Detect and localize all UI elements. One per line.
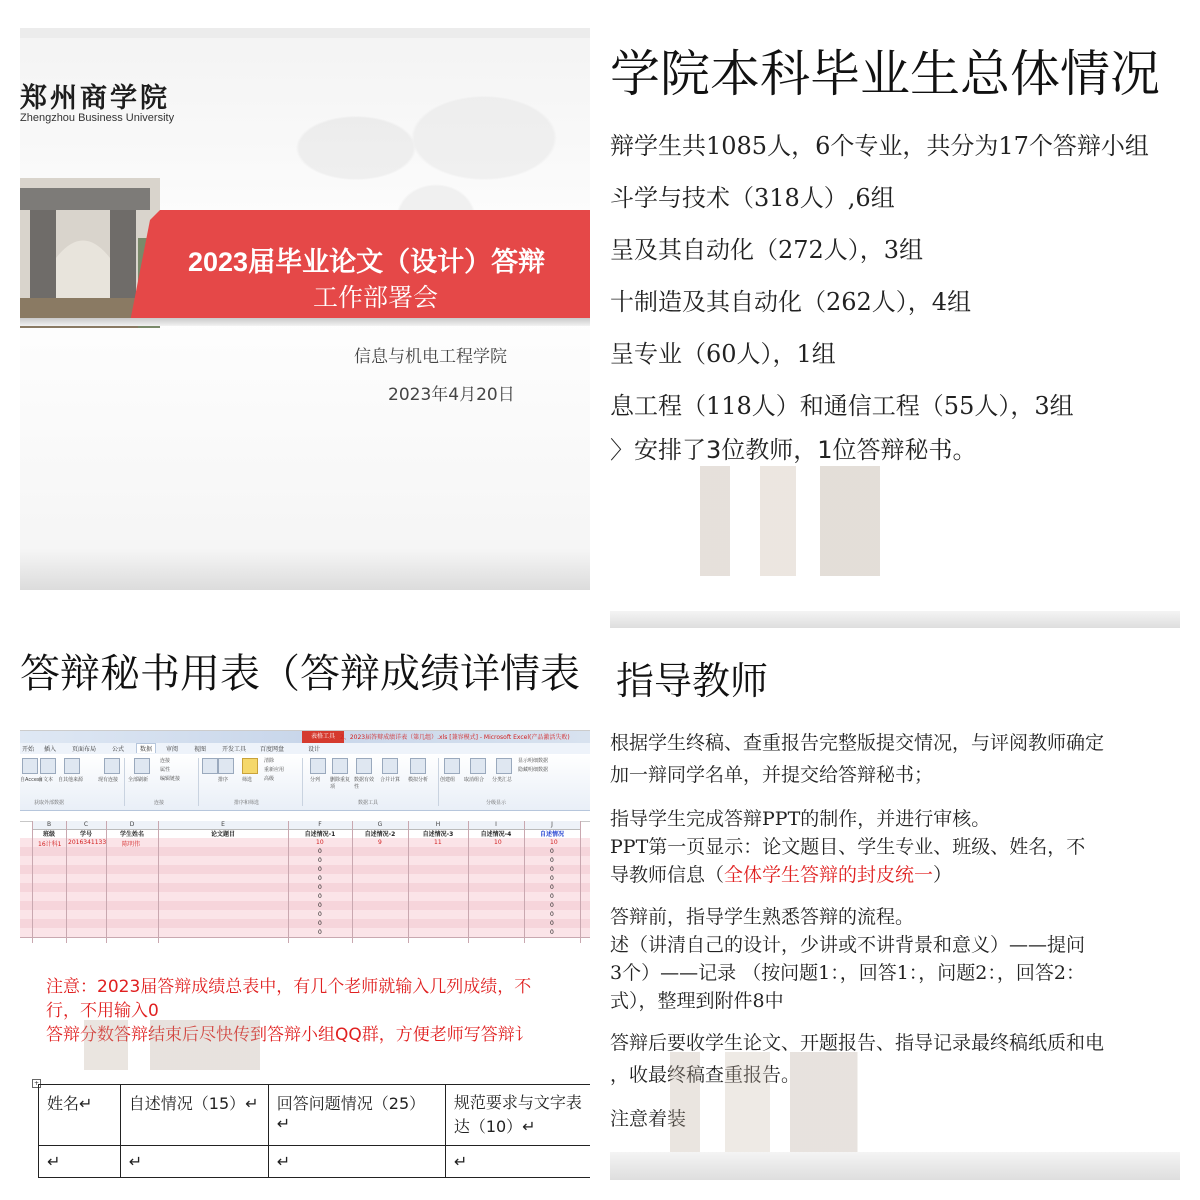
ribbon-label[interactable]: 连接 (160, 758, 171, 764)
table-cell-zero[interactable]: 0 (550, 893, 554, 900)
table-cell-score[interactable]: 11 (434, 839, 442, 846)
consolidate-icon[interactable] (382, 758, 398, 774)
group-label: 排序和筛选 (234, 800, 260, 806)
ribbon-label[interactable]: 编辑链接 (160, 776, 181, 782)
group-label: 获取外部数据 (34, 800, 65, 806)
overview-line: 息工程（118人）和通信工程（55人），3组 (610, 392, 1074, 420)
slide-heading: 指导教师 (616, 659, 769, 703)
from-access-icon[interactable] (22, 758, 38, 774)
table-cell-zero[interactable]: 0 (318, 929, 322, 936)
subtotal-icon[interactable] (496, 758, 512, 774)
group-label: 分级显示 (486, 800, 507, 806)
secretary-form-slide (20, 632, 590, 1192)
grid-line (352, 821, 353, 943)
tab-design[interactable]: 设计 (308, 746, 321, 753)
advisor-line: 式），整理到附件8中 (610, 990, 784, 1012)
sort-az-icon[interactable] (202, 758, 218, 774)
column-header[interactable]: G (352, 821, 408, 830)
overview-slide (610, 28, 1180, 628)
tab-baidu-netdisk[interactable]: 百度网盘 (260, 746, 285, 753)
table-cell-zero[interactable]: 0 (550, 929, 554, 936)
campus-watermark (700, 466, 1000, 576)
ribbon-label: 全部刷新 (128, 777, 149, 783)
grid-line (66, 821, 67, 943)
tab-formulas[interactable]: 公式 (112, 746, 125, 753)
ungroup-icon[interactable] (470, 758, 486, 774)
ribbon-label: 排序 (218, 777, 229, 783)
table-cell-zero[interactable]: 0 (550, 920, 554, 927)
red-note-line: 答辩分数答辩结束后尽快传到答辩小组QQ群，方便老师写答辩讠 (46, 1025, 532, 1045)
ribbon-separator (198, 758, 199, 806)
overview-line: 辩学生共1085人，6个专业，共分为17个答辩小组 (610, 132, 1149, 160)
table-cell-score[interactable]: 10 (316, 839, 324, 846)
grid-line (158, 821, 159, 943)
group-icon[interactable] (444, 758, 460, 774)
table-cell-zero[interactable]: 0 (318, 884, 322, 891)
column-header[interactable]: D (106, 821, 158, 830)
table-cell-class[interactable]: 16计科1 (38, 841, 62, 848)
data-ribbon (20, 754, 590, 811)
table-cell-zero[interactable]: 0 (318, 911, 322, 918)
university-logo-text: 郑州商学院 (20, 83, 170, 114)
slide-title-line2: 工作部署会 (313, 283, 439, 312)
grid-line (32, 821, 33, 943)
ribbon-label[interactable]: 清除 (264, 758, 275, 764)
table-header-cell: 自述情况 (539, 831, 564, 838)
advisor-line: 答辩后要收学生论文、开题报告、指导记录最终稿纸质和电 (610, 1032, 1105, 1054)
advisor-line (610, 860, 952, 887)
advisor-line: ，收最终稿查重报告。 (610, 1064, 801, 1086)
advisor-text: 导教师信息（ (610, 864, 725, 886)
column-header[interactable]: B (32, 821, 66, 830)
table-cell-zero[interactable]: 0 (550, 902, 554, 909)
ribbon-label: 创建组 (440, 777, 456, 783)
refresh-all-icon[interactable] (134, 758, 150, 774)
table-cell-zero[interactable]: 0 (550, 857, 554, 864)
slide-heading: 答辩秘书用表（答辩成绩详情表 (20, 651, 580, 697)
what-if-analysis-icon[interactable] (410, 758, 426, 774)
advisor-line: 述（讲清自己的设计，少讲或不讲背景和意义）——提问 (610, 934, 1086, 956)
table-move-handle-icon[interactable]: + (33, 1080, 40, 1087)
slide-top-bar (20, 28, 590, 38)
table-cell-zero[interactable]: 0 (318, 875, 322, 882)
table-cell-zero[interactable]: 0 (318, 866, 322, 873)
university-english-name: Zhengzhou Business University (20, 112, 175, 124)
ribbon-label[interactable]: 显示明细数据 (518, 758, 549, 764)
column-header[interactable]: E (158, 821, 288, 830)
text-to-columns-icon[interactable] (310, 758, 326, 774)
advisor-slide (610, 632, 1180, 1180)
ribbon-label: 取消组合 (464, 777, 485, 783)
table-header-cell: 班级 (42, 831, 55, 838)
column-header[interactable]: C (66, 821, 106, 830)
table-cell-zero[interactable]: 0 (318, 920, 322, 927)
tab-view[interactable]: 视图 (194, 746, 207, 753)
data-validation-icon[interactable] (356, 758, 372, 774)
ribbon-label: 自文本 (38, 777, 54, 783)
column-header[interactable]: I (468, 821, 524, 830)
table-cell-zero[interactable]: 0 (318, 893, 322, 900)
slide-bottom-bar (610, 611, 1180, 628)
red-note-line: 行，不用输入0 (46, 1001, 159, 1021)
band-shadow (20, 318, 590, 326)
red-note-line: 注意：2023届答辩成绩总表中，有几个老师就输入几列成绩，不 (46, 977, 532, 997)
table-tools-tab[interactable]: 表格工具 (302, 731, 344, 743)
advisor-line: PPT第一页显示：论文题目、学生专业、班级、姓名，不 (610, 836, 1086, 858)
advisor-line: 注意着装 (610, 1108, 687, 1130)
advisor-line: 加一辩同学名单，并提交给答辩秘书； (610, 764, 934, 786)
advisor-line: 指导学生完成答辩PPT的制作，并进行审核。 (610, 808, 991, 830)
table-header-cell: 自述情况-4 (480, 831, 512, 838)
grid-line (524, 821, 525, 943)
tab-insert[interactable]: 插入 (44, 746, 57, 753)
ribbon-label: 自其他来源 (58, 777, 84, 783)
ribbon-label: 现有连接 (98, 777, 119, 783)
table-header-cell: 自述情况-1 (304, 831, 336, 838)
ribbon-label[interactable]: 隐藏明细数据 (518, 767, 549, 773)
table-cell-zero[interactable]: 0 (550, 911, 554, 918)
table-header-cell: 姓名↵ (39, 1085, 121, 1146)
table-cell-zero[interactable]: 0 (318, 848, 322, 855)
slide-bottom-bar (610, 1152, 1180, 1180)
table-cell[interactable]: ↵ (120, 1146, 268, 1178)
filter-icon[interactable] (242, 758, 258, 774)
tab-developer[interactable]: 开发工具 (222, 746, 247, 753)
cover-slide (20, 28, 590, 590)
campus-watermark (670, 1052, 920, 1152)
grid-line (408, 821, 409, 943)
spreadsheet-grid (20, 821, 590, 943)
table-cell-zero[interactable]: 0 (550, 884, 554, 891)
excel-screenshot (20, 730, 590, 943)
table-cell[interactable]: ↵ (39, 1146, 121, 1178)
advisor-line: 根据学生终稿、查重报告完整版提交情况，与评阅教师确定 (610, 732, 1105, 754)
red-highlight-text: 全体学生答辩的封皮统一 (724, 864, 934, 886)
table-cell-score[interactable]: 10 (494, 839, 502, 846)
table-header-cell: 论文题目 (210, 831, 235, 838)
tab-data[interactable]: 数据 (136, 743, 156, 753)
remove-duplicates-icon[interactable] (332, 758, 348, 774)
table-header-cell: 学生姓名 (119, 831, 144, 838)
table-cell-student-id[interactable]: 2016341133 (68, 839, 107, 846)
group-label: 连接 (154, 800, 165, 806)
ribbon-label[interactable]: 属性 (160, 767, 171, 773)
column-header[interactable]: F (288, 821, 352, 830)
ribbon-label[interactable]: 重新应用 (264, 767, 285, 773)
table-cell[interactable]: ↵ (445, 1146, 590, 1178)
table-cell-score[interactable]: 10 (550, 839, 558, 846)
ribbon-separator (438, 758, 439, 806)
table-cell-zero[interactable]: 0 (318, 902, 322, 909)
table-cell-zero[interactable]: 0 (550, 866, 554, 873)
table-header-cell: 学号 (79, 831, 92, 838)
excel-document-title: 2、2023届答辩成绩详表（第几组）.xls [兼容模式] - Microsoft Excel(产品激活失败) (340, 734, 570, 741)
overview-line: 〉安排了3位教师，1位答辩秘书。 (610, 436, 977, 464)
table-cell-zero[interactable]: 0 (550, 875, 554, 882)
ribbon-label: 分类汇总 (492, 777, 513, 783)
table-cell-zero[interactable]: 0 (318, 857, 322, 864)
overview-line: 十制造及其自动化（262人），4组 (610, 288, 972, 316)
ribbon-label: 删除重复项 (330, 777, 351, 790)
score-table (38, 1084, 590, 1178)
table-header-cell: 自述情况-2 (364, 831, 396, 838)
advisor-text: ） (933, 864, 953, 886)
group-label: 数据工具 (358, 800, 379, 806)
campus-watermark (84, 1020, 304, 1070)
existing-connections-icon[interactable] (104, 758, 120, 774)
grid-line (288, 821, 289, 943)
grid-line (580, 821, 581, 943)
table-header-cell: 回答问题情况（25）↵ (268, 1085, 445, 1146)
table-cell[interactable]: ↵ (268, 1146, 445, 1178)
tab-home[interactable]: 开始 (22, 746, 35, 753)
meeting-date: 2023年4月20日 (388, 385, 515, 405)
table-cell-student-name[interactable]: 陈明伟 (122, 841, 141, 848)
overview-line: 呈专业（60人），1组 (610, 340, 836, 368)
ribbon-separator (124, 758, 125, 806)
slide-heading: 学院本科毕业生总体情况 (610, 45, 1160, 103)
ribbon-label: 模拟分析 (408, 777, 429, 783)
overview-line: 斗学与技术（318人）,6组 (610, 184, 895, 212)
ribbon-label: 数据有效性 (354, 777, 375, 790)
sort-icon[interactable] (218, 758, 234, 774)
slide-bottom-bar (20, 548, 590, 590)
ribbon-label[interactable]: 高级 (264, 776, 275, 782)
ribbon-label: 自Access (20, 777, 43, 783)
tab-page-layout[interactable]: 页面布局 (72, 746, 97, 753)
table-header-cell: 自述情况（15）↵ (120, 1085, 268, 1146)
table-cell-zero[interactable]: 0 (550, 848, 554, 855)
column-header[interactable]: J (524, 821, 580, 830)
ribbon-separator (302, 758, 303, 806)
column-header[interactable]: H (408, 821, 468, 830)
from-text-icon[interactable] (40, 758, 56, 774)
department-name: 信息与机电工程学院 (354, 347, 507, 367)
tab-review[interactable]: 审阅 (166, 746, 179, 753)
table-header-cell: 自述情况-3 (422, 831, 454, 838)
slide-title-line1: 2023届毕业论文（设计）答辩 (188, 247, 546, 277)
table-header-cell: 规范要求与文字表达（10）↵ (445, 1085, 590, 1146)
overview-line: 呈及其自动化（272人），3组 (610, 236, 924, 264)
ribbon-label: 分列 (310, 777, 321, 783)
ribbon-label: 合并计算 (380, 777, 401, 783)
grid-line (468, 821, 469, 943)
ribbon-label: 筛选 (242, 777, 253, 783)
advisor-line: 3个）——记录 （按问题1：，回答1：，问题2：，回答2： (610, 962, 1085, 984)
from-other-sources-icon[interactable] (64, 758, 80, 774)
advisor-line: 答辩前，指导学生熟悉答辩的流程。 (610, 906, 915, 928)
table-cell-score[interactable]: 9 (378, 839, 382, 846)
